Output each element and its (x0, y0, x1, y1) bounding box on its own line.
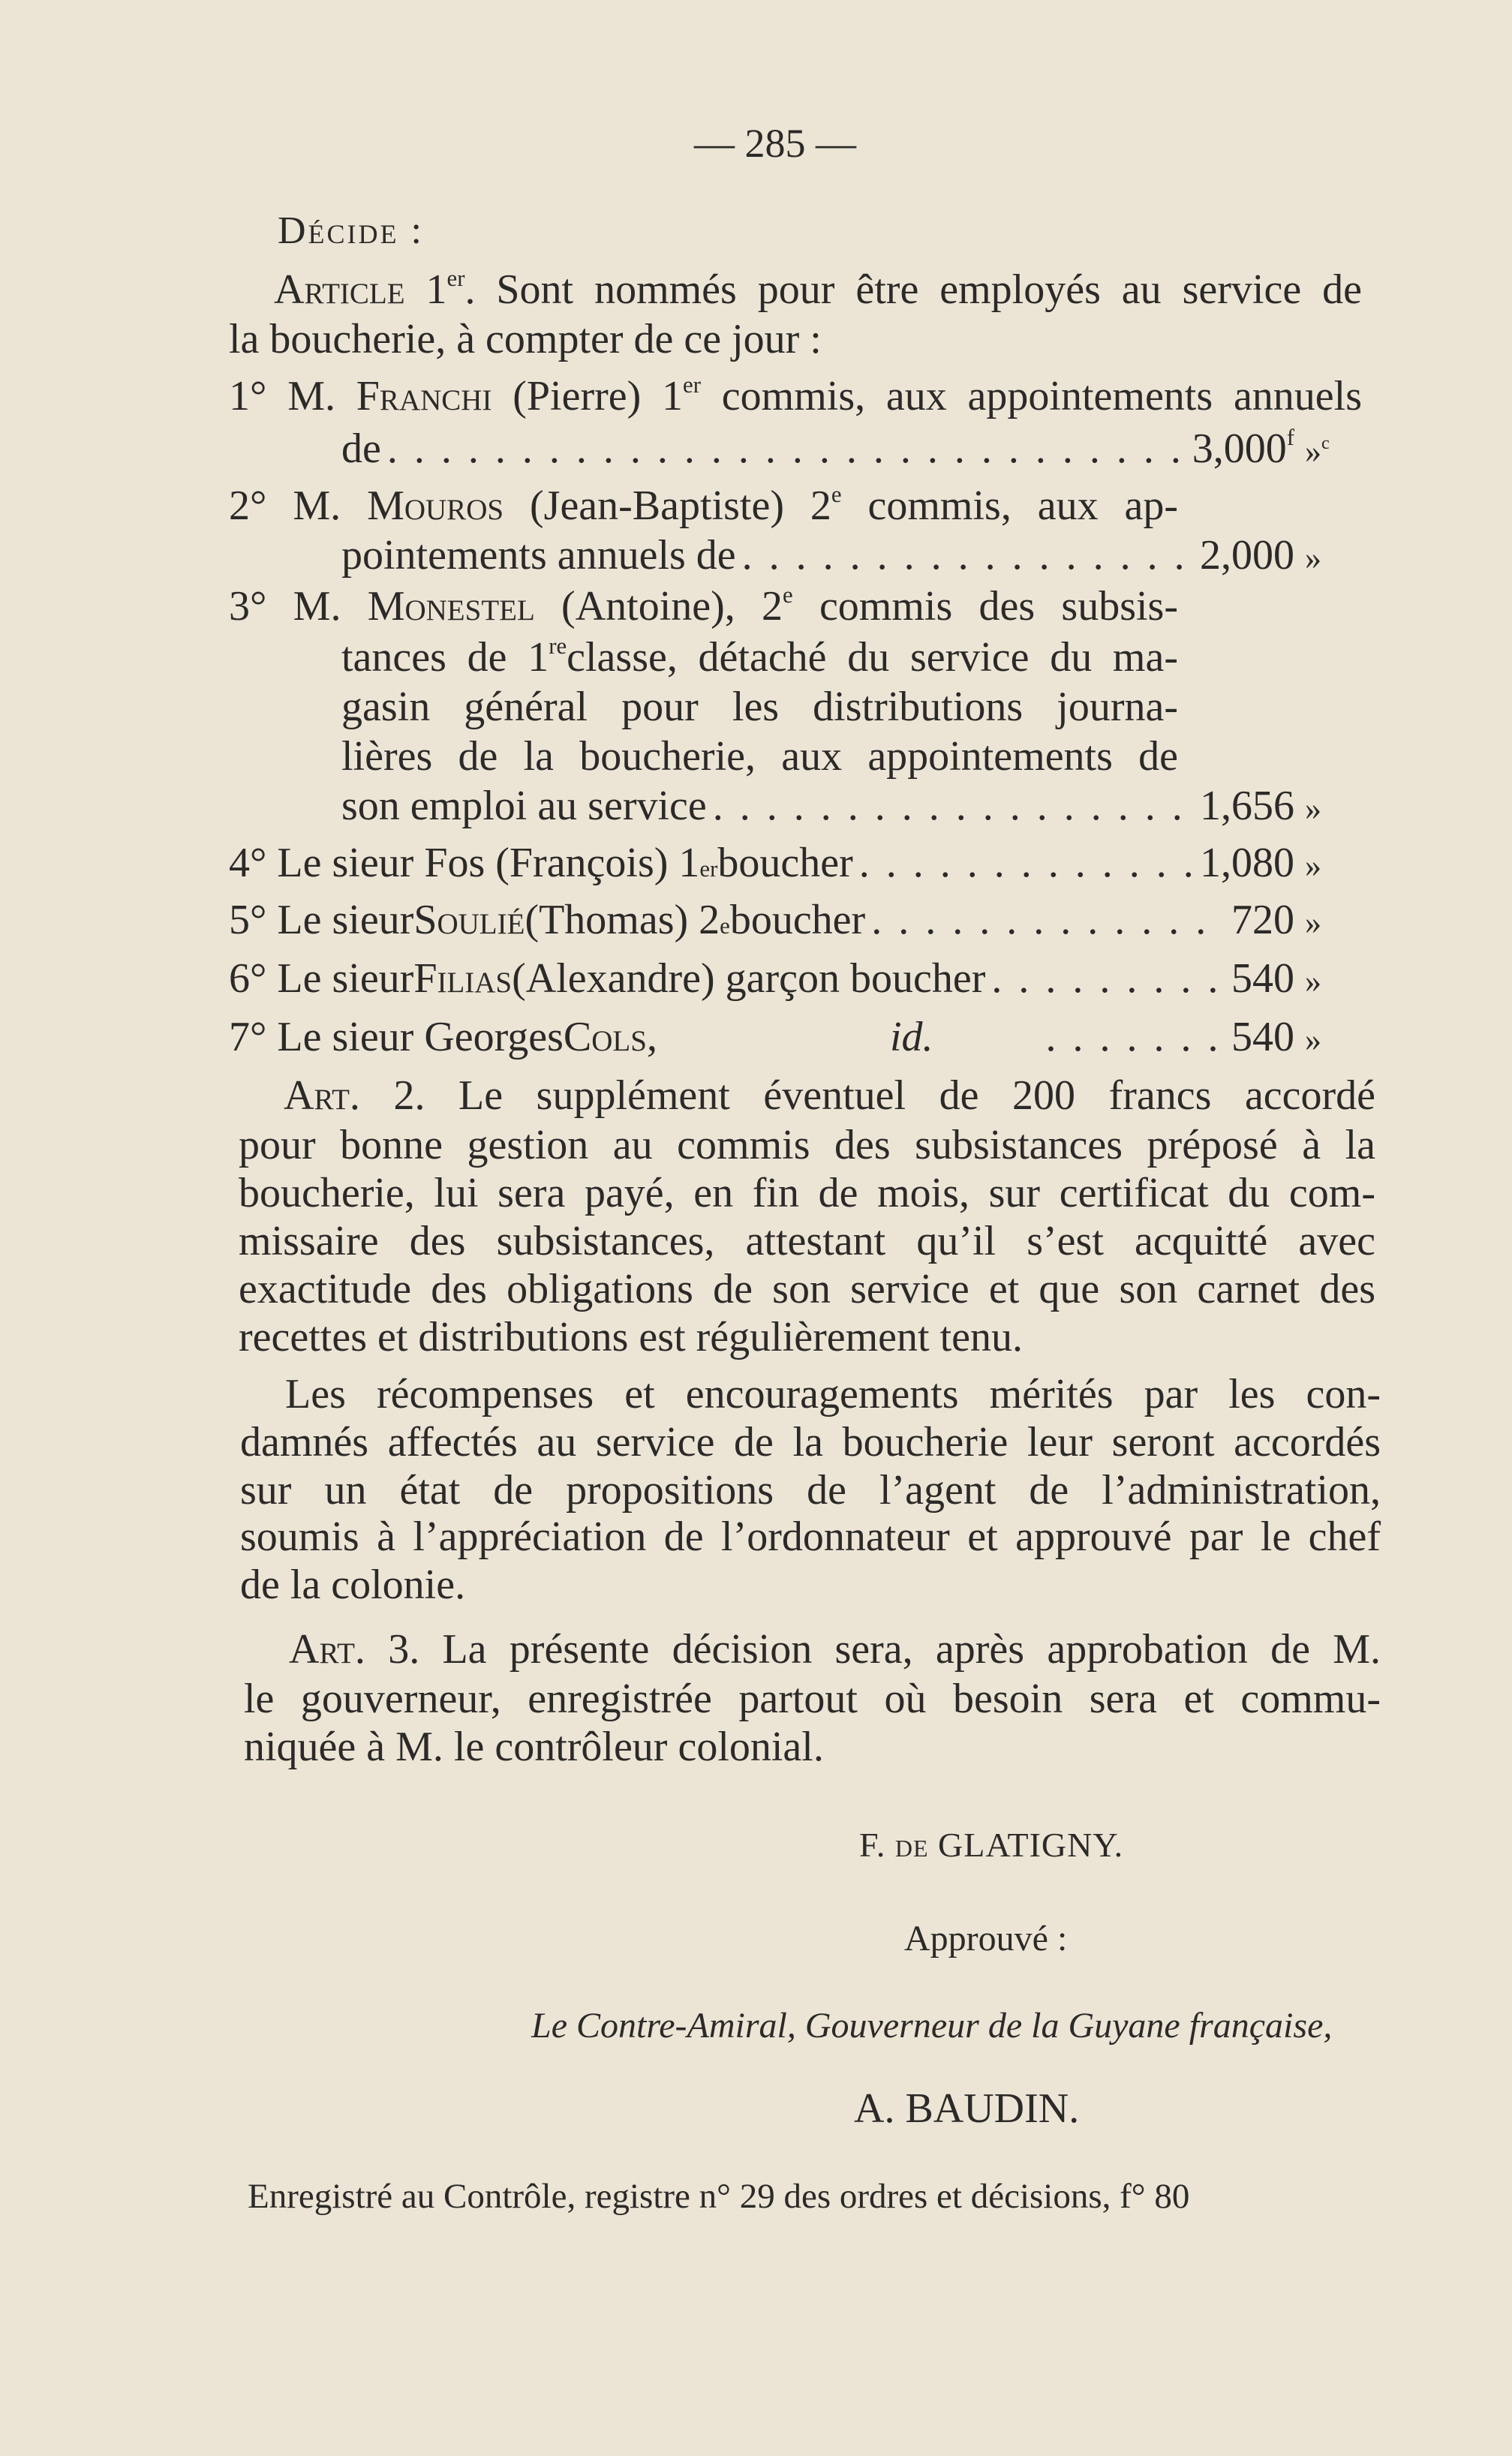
item7-suffix: » (1305, 1021, 1321, 1058)
item1-amount-value: 3,000 (1192, 425, 1287, 472)
item1-text-a: (Pierre) 1 (513, 373, 684, 419)
decide-heading: Décide : (278, 209, 424, 252)
item3-line4: lières de la boucherie, aux appointements de (341, 733, 1178, 780)
article2-line1 (284, 1072, 1375, 1120)
item3-num: 3° M. (229, 583, 341, 630)
article2-line4: missaire des subsistances, attestant qu’il s’est acquitté avec (239, 1218, 1375, 1264)
item3-line2b: classe, détaché du service du ma- (567, 634, 1178, 681)
item1-suffix-sup: c (1321, 432, 1330, 453)
article1-intro: . Sont nommés pour être employés au service de (464, 266, 1362, 313)
item6-text-b: (Alexandre) garçon boucher (512, 955, 986, 1002)
item1-amount-sup: f (1286, 424, 1294, 450)
item4-text-a: Le sieur Fos (François) 1 (277, 840, 700, 886)
item2-sup: e (831, 481, 842, 507)
item3-line2a: tances de 1 (341, 634, 549, 681)
article3-label: Art. 3. (289, 1626, 420, 1673)
article2-text: Le supplément éventuel de 200 francs accordé (425, 1072, 1376, 1119)
item4-row: 4° Le sieur Fos (François) 1 er boucher . . . 1,080 » (229, 839, 1347, 890)
item5-text-a: Le sieur (277, 897, 414, 943)
item3-name: Monestel (367, 583, 535, 630)
item1-suffix-mark: » (1305, 433, 1321, 470)
item2-text-b: commis, aux ap- (841, 482, 1179, 529)
item2-num: 2° M. (229, 482, 341, 529)
item2-line1 (229, 482, 1178, 530)
item1-amount (1192, 425, 1294, 473)
item3-lead: son emploi au service (341, 783, 707, 829)
item7-amount: 540 (1231, 1014, 1294, 1060)
article1-label: Article 1 (274, 266, 447, 313)
item5-suffix: » (1305, 904, 1321, 941)
leader-dots (387, 425, 1186, 473)
item1-suffix (1294, 428, 1347, 476)
article2-label: Art. 2. (284, 1072, 425, 1119)
leader-dots (1046, 1013, 1226, 1061)
item7-num: 7° (229, 1014, 267, 1060)
item4-text-b: boucher (717, 840, 853, 886)
recompenses-line3: sur un état de propositions de l’agent de l’administration, (240, 1467, 1381, 1514)
item7-id: id. (889, 1014, 933, 1060)
item4-suffix: » (1305, 847, 1321, 884)
item6-suffix: » (1305, 963, 1321, 1000)
item5-num: 5° (229, 897, 267, 943)
governor-name: A. BAUDIN. (854, 2085, 1080, 2132)
item7-row (229, 1013, 1347, 1064)
item3-sup: e (783, 582, 793, 608)
item7-name: Cols (563, 1014, 647, 1060)
article2-line2: pour bonne gestion au commis des subsistances préposé à la (239, 1122, 1375, 1168)
item3-text-b: commis des subsis- (792, 583, 1178, 630)
recompenses-line4: soumis à l’appréciation de l’ordonnateur et approuvé par le chef (240, 1514, 1381, 1560)
item1-num: 1° M. (229, 373, 335, 419)
item1-sup: er (683, 371, 701, 398)
item7-text-b: , (646, 1014, 657, 1060)
governor-title: Le Contre-Amiral, Gouverneur de la Guyane française, (531, 2006, 1333, 2046)
item7-text-a: Le sieur Georges (277, 1014, 564, 1060)
item6-name: Filias (413, 955, 513, 1002)
item3-line2-sup: re (549, 633, 567, 659)
item6-row (229, 954, 1347, 1006)
item3-line3: gasin général pour les distributions journa- (341, 684, 1178, 730)
article1-label-sup: er (446, 265, 465, 291)
article2-line6: recettes et distributions est régulièrement tenu. (239, 1314, 1023, 1360)
article1-line2: la boucherie, à compter de ce jour : (229, 316, 822, 362)
recompenses-line5: de la colonie. (240, 1562, 466, 1608)
item2-amount-row (341, 531, 1347, 582)
item3-line2 (341, 633, 1178, 681)
item5-amount: 720 (1231, 897, 1294, 943)
item3-amount: 1,656 (1200, 783, 1294, 829)
item1-lead: de (341, 425, 381, 472)
recompenses-line1: Les récompenses et encouragements mérités par les con- (285, 1371, 1381, 1417)
leader-dots (742, 531, 1194, 579)
recompenses-line2: damnés affectés au service de la boucherie leur seront accordés (240, 1419, 1381, 1465)
item2-name: Mouros (367, 482, 504, 529)
item1-line1 (229, 372, 1362, 420)
item6-text-a: Le sieur (277, 955, 414, 1002)
leader-dots (871, 896, 1225, 944)
article3-text: La présente décision sera, après approbation de M. (419, 1626, 1381, 1673)
item3-suffix: » (1305, 790, 1321, 827)
item5-name: Soulié (413, 897, 525, 943)
item5-row: 5° Le sieur Soulié (Thomas) 2 e boucher . . . 720 » (229, 896, 1347, 947)
item3-amount-row (341, 782, 1347, 833)
page-number: — 285 — (694, 121, 856, 166)
item2-text-a: (Jean-Baptiste) 2 (530, 482, 831, 529)
article3-line3: niquée à M. le contrôleur colonial. (244, 1724, 824, 1770)
item5-text-b: (Thomas) 2 (525, 897, 720, 943)
approuve-label: Approuvé : (904, 1919, 1068, 1958)
item6-amount: 540 (1231, 955, 1294, 1002)
item2-lead: pointements annuels de (341, 532, 736, 579)
article2-line5: exactitude des obligations de son service et que son carnet des (239, 1266, 1375, 1312)
item5-text-c: boucher (729, 897, 866, 943)
registration-note: Enregistré au Contrôle, registre n° 29 des ordres et décisions, f° 80 (248, 2177, 1190, 2216)
signature-name: F. de GLATIGNY. (859, 1826, 1124, 1864)
item1-name: Franchi (356, 373, 492, 419)
item3-text-a: (Antoine), 2 (561, 583, 783, 630)
leader-dots (713, 782, 1194, 830)
item2-suffix: » (1305, 540, 1321, 576)
leader-dots (859, 839, 1194, 887)
item4-num: 4° (229, 840, 267, 886)
article3-line2: le gouverneur, enregistrée partout où besoin sera et commu- (244, 1676, 1381, 1722)
article1-line1 (274, 266, 1362, 314)
item2-amount: 2,000 (1200, 532, 1294, 579)
article3-line1 (289, 1625, 1381, 1673)
leader-dots (991, 954, 1225, 1003)
item3-line1 (229, 582, 1178, 630)
item6-num: 6° (229, 955, 267, 1002)
item1-text-b: commis, aux appointements annuels (721, 373, 1363, 419)
item4-amount: 1,080 (1200, 840, 1294, 886)
article2-line3: boucherie, lui sera payé, en fin de mois, sur certificat du com- (239, 1170, 1375, 1216)
item1-amount-row (341, 425, 1347, 476)
